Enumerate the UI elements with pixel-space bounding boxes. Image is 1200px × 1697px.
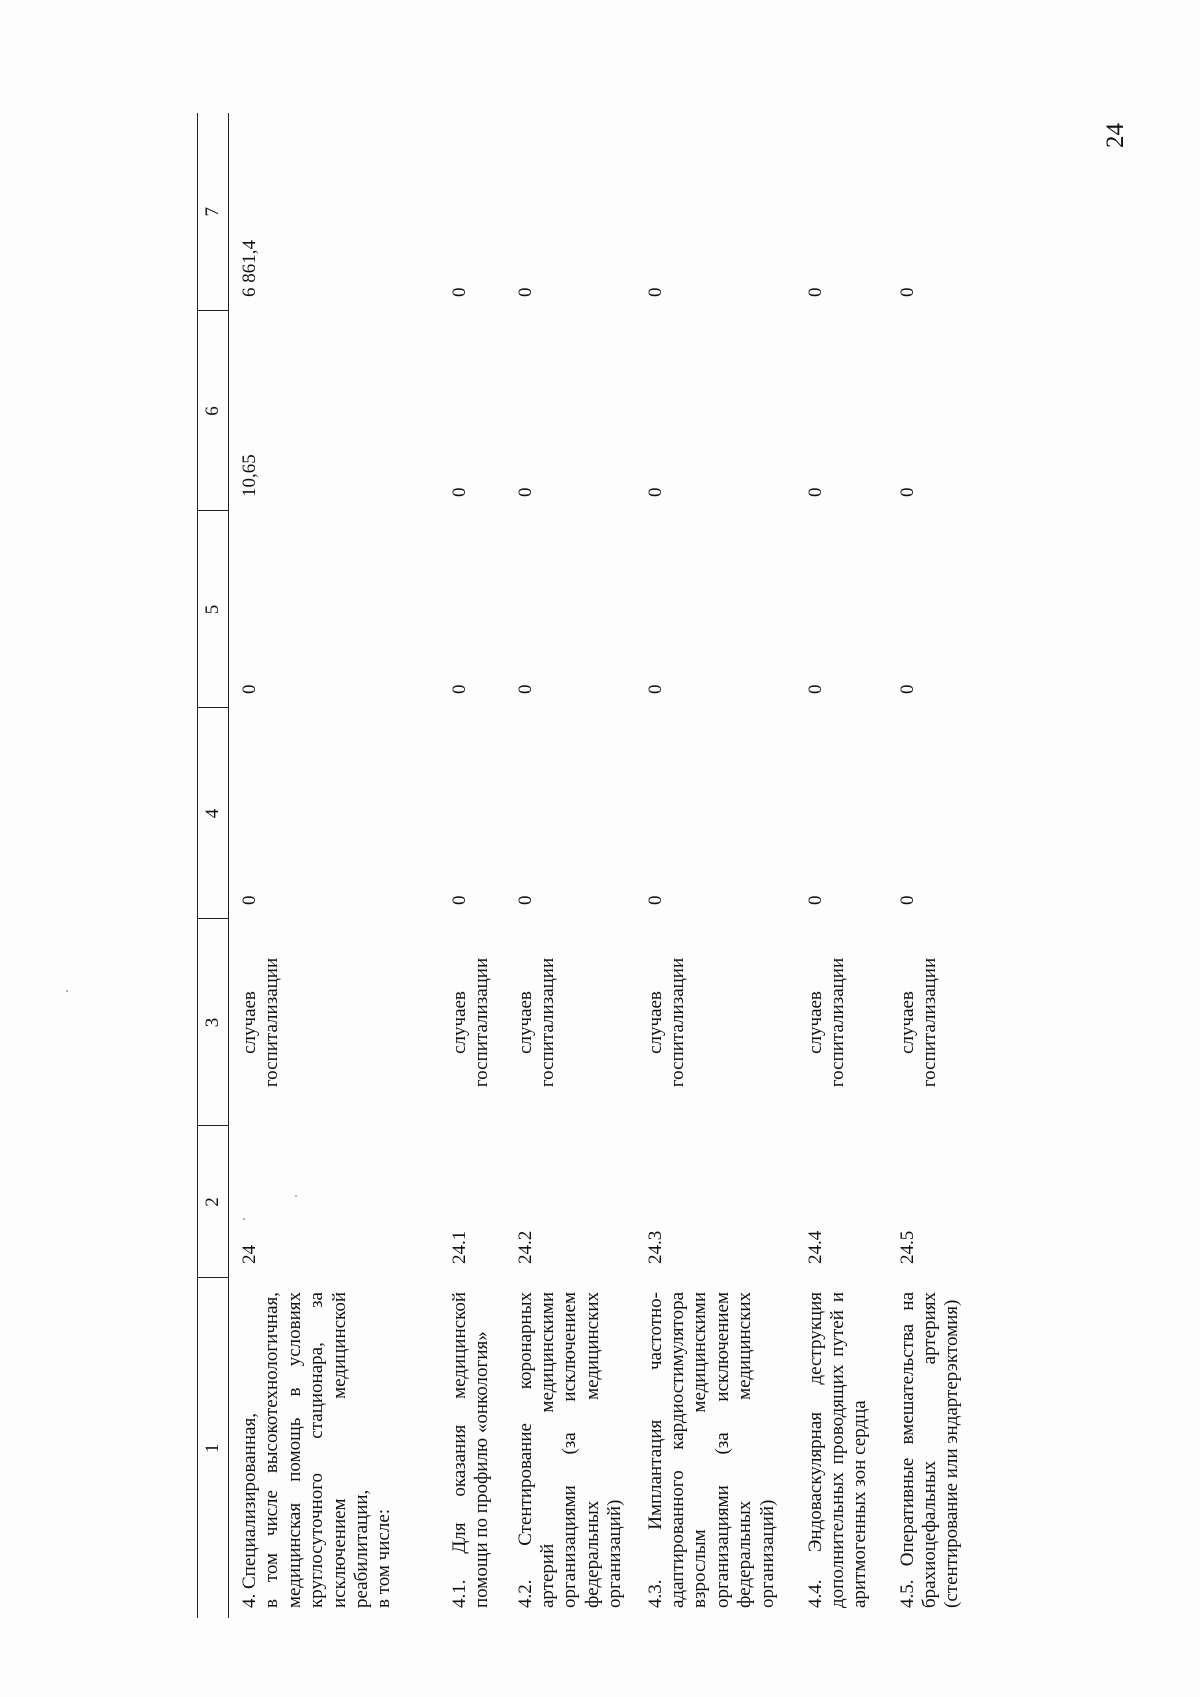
row-value-col4: 0 [239, 895, 260, 905]
rotated-table-wrapper [197, 113, 997, 1618]
row-name: 4. Специализированная, в том числе высокотехнологичная, медицинская помощь в условиях круглосуточного стационара, за исключением медицинской реабилитации, в том числе: [239, 1292, 395, 1608]
header-col-7: 7 [198, 113, 229, 311]
table-row [229, 113, 439, 1618]
table-header [198, 113, 229, 1618]
row-value-col4: 0 [804, 895, 826, 905]
data-table [197, 113, 1002, 1618]
row-value-col5: 0 [448, 684, 470, 694]
row-code: 24.3 [644, 1230, 666, 1264]
row-unit: случаев госпитализации [514, 957, 558, 1088]
row-value-col7: 0 [804, 287, 826, 297]
header-col-1: 1 [198, 1278, 229, 1618]
row-code: 24.5 [896, 1230, 918, 1264]
header-col-5: 5 [198, 511, 229, 708]
row-value-col5: 0 [804, 684, 826, 694]
row-unit: случаев госпитализации [239, 957, 283, 1088]
row-name: 4.4. Эндоваскулярная деструкция дополнительных проводящих путей и аритмогенных зон сердца [804, 1292, 871, 1608]
row-value-col4: 0 [514, 895, 536, 905]
row-code: 24.2 [514, 1230, 536, 1264]
header-col-6: 6 [198, 311, 229, 511]
row-unit: случаев госпитализации [896, 957, 940, 1088]
row-value-col5: 0 [514, 684, 536, 694]
row-value-col6: 0 [448, 487, 470, 497]
row-value-col7: 0 [644, 287, 666, 297]
row-unit: случаев госпитализации [804, 957, 848, 1088]
row-value-col7: 0 [896, 287, 918, 297]
table-row [887, 113, 1002, 1618]
row-name: 4.5. Оперативные вмешательства на брахиоцефальных артериях (стентирование или эндартерэктомия) [896, 1292, 963, 1608]
row-name: 4.1. Для оказания медицинской помощи по профилю «онкология» [448, 1292, 492, 1608]
scan-speck [66, 990, 68, 992]
row-value-col5: 0 [644, 684, 666, 694]
header-col-2: 2 [198, 1126, 229, 1278]
row-value-col4: 0 [896, 895, 918, 905]
row-code: 24 [239, 1245, 260, 1264]
row-value-col6: 0 [514, 487, 536, 497]
row-code: 24.1 [448, 1230, 470, 1264]
row-value-col6: 10,65 [239, 454, 260, 497]
row-code: 24.4 [804, 1230, 826, 1264]
row-value-col6: 0 [644, 487, 666, 497]
row-unit: случаев госпитализации [448, 957, 492, 1088]
row-value-col5: 0 [239, 684, 260, 694]
row-value-col7: 0 [514, 287, 536, 297]
row-value-col4: 0 [644, 895, 666, 905]
table-row [439, 113, 505, 1618]
table-row [505, 113, 635, 1618]
row-name: 4.3. Имплантация частотно-адаптированного кардиостимулятора взрослым медицинскими организациями (за исключением федеральных медицинских организаций) [644, 1292, 778, 1608]
header-col-3: 3 [198, 919, 229, 1126]
row-value-col6: 0 [896, 487, 918, 497]
row-name: 4.2. Стентирование коронарных артерий медицинскими организациями (за исключением федеральных медицинских организаций) [514, 1292, 626, 1608]
page-number: 24 [1102, 123, 1129, 148]
row-value-col6: 0 [804, 487, 826, 497]
row-value-col5: 0 [896, 684, 918, 694]
row-value-col7: 0 [448, 287, 470, 297]
table-row [635, 113, 795, 1618]
row-value-col7: 6 861,4 [239, 240, 260, 297]
row-unit: случаев госпитализации [644, 957, 688, 1088]
row-value-col4: 0 [448, 895, 470, 905]
header-col-4: 4 [198, 708, 229, 919]
table-body [229, 113, 1002, 1618]
table-row [795, 113, 887, 1618]
